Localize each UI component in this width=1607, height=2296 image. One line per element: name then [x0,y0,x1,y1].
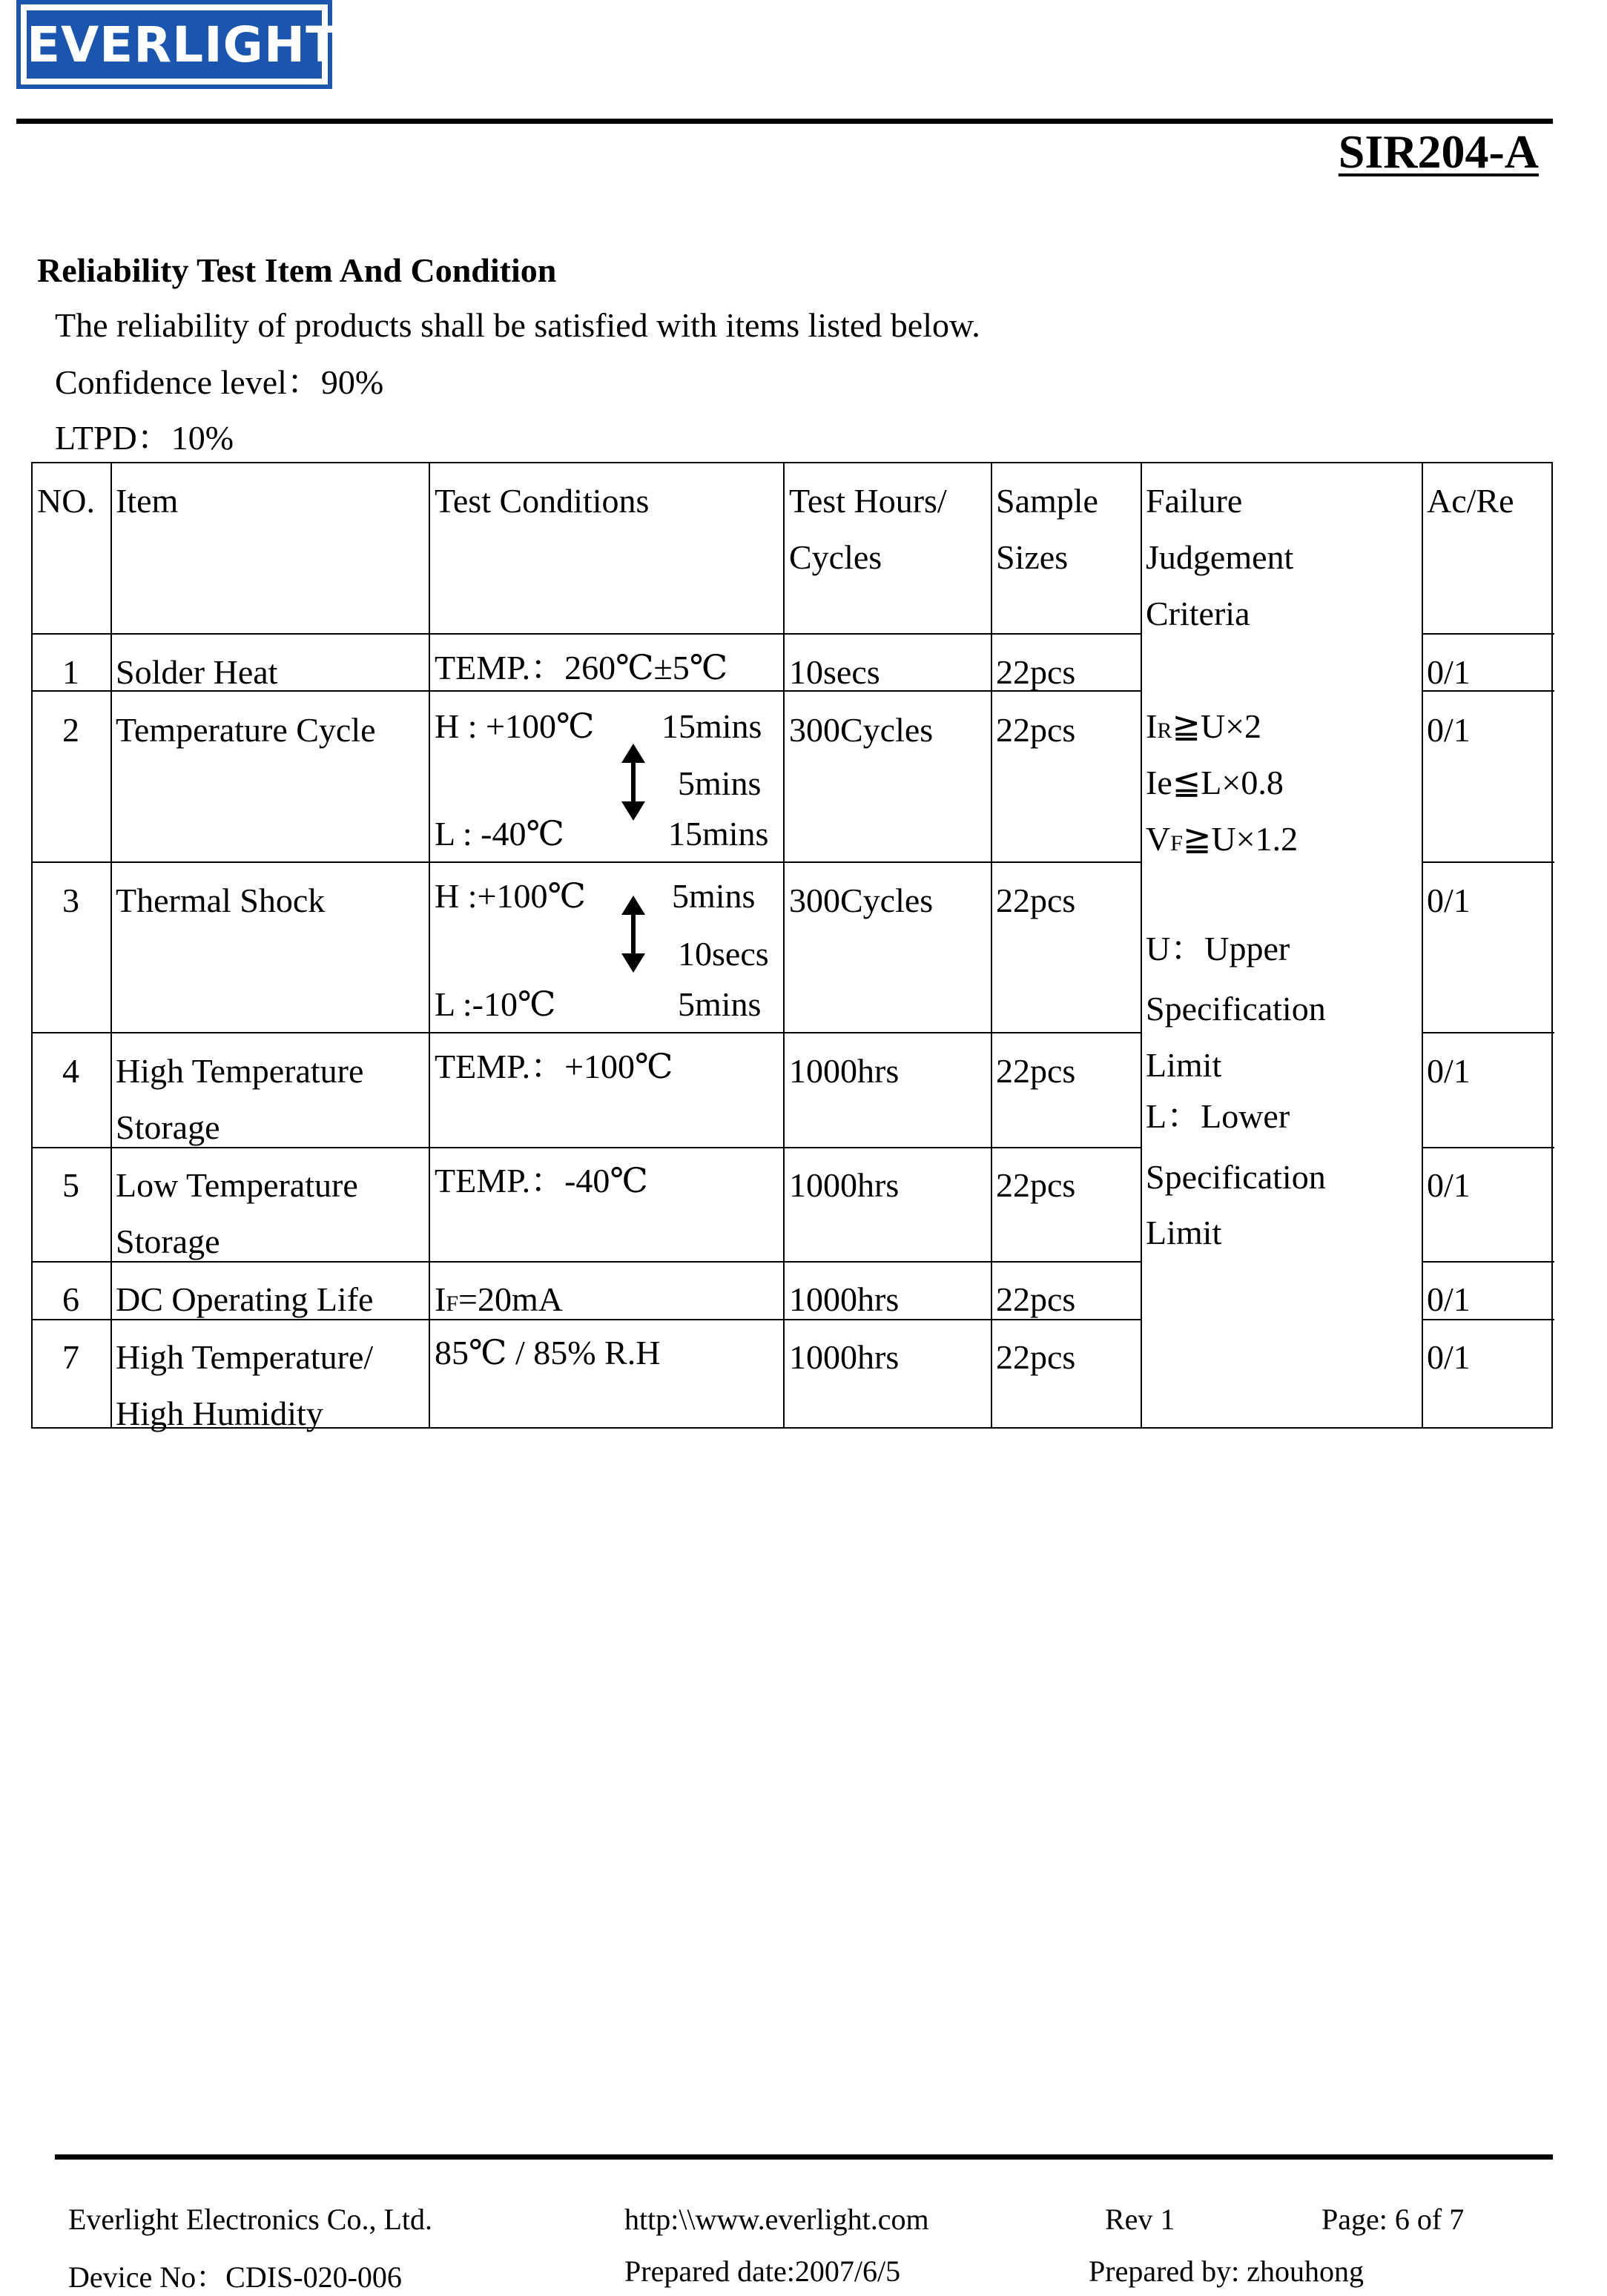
row-3-sample: 22pcs [996,881,1076,919]
footer-prepared-by: Prepared by: zhouhong [1089,2254,1365,2288]
row-2-acre: 0/1 [1427,711,1471,749]
header-hours-2: Cycles [789,538,882,576]
footer-rev: Rev 1 [1105,2203,1175,2236]
row-7-condition: 85℃ / 85% R.H [435,1334,661,1372]
header-failure-2: Judgement [1146,538,1294,576]
row-divider [1422,1261,1554,1263]
criteria-upper-3: Limit [1146,1046,1222,1084]
row-3-cond-low: L :-10℃ [435,985,556,1023]
row-6-sample: 22pcs [996,1280,1076,1318]
row-1-hours: 10secs [789,653,880,691]
header-sample: Sample [996,482,1098,520]
header-failure: Failure [1146,482,1243,520]
row-5-condition: TEMP.：-40℃ [435,1162,648,1200]
row-4-acre: 0/1 [1427,1052,1471,1090]
col-divider [783,463,785,1427]
criteria-vf [1146,811,1298,872]
col-divider [429,463,430,1427]
row-6-cond-subscript: F [446,1291,459,1316]
row-divider [1422,1147,1554,1148]
row-4-hours: 1000hrs [789,1052,900,1090]
row-1-no: 1 [62,653,79,691]
row-divider [33,861,1141,863]
criteria-upper: U：Upper [1146,930,1290,967]
row-6-condition [435,1271,563,1332]
criteria-lower: L：Lower [1146,1097,1290,1135]
criteria-ir-value: ≧U×2 [1172,707,1262,745]
row-5-item: Low Temperature [116,1166,358,1204]
criteria-ie: Ie≦L×0.8 [1146,764,1284,801]
row-6-cond-value: =20mA [458,1280,563,1318]
header-failure-3: Criteria [1146,595,1250,632]
row-2-cond-high-time: 15mins [661,707,762,745]
ltpd: LTPD：10% [55,419,234,457]
col-divider [110,463,112,1427]
row-5-acre: 0/1 [1427,1166,1471,1204]
row-7-hours: 1000hrs [789,1338,900,1376]
criteria-upper-2: Specification [1146,990,1326,1028]
row-2-cond-low-time: 15mins [668,815,769,853]
criteria-lower-3: Limit [1146,1214,1222,1251]
header-conditions: Test Conditions [435,482,650,520]
row-5-no: 5 [62,1166,79,1204]
section-title: Reliability Test Item And Condition [37,251,557,289]
intro-statement: The reliability of products shall be satisfied with items listed below. [55,306,980,344]
everlight-logo [16,0,340,89]
row-5-hours: 1000hrs [789,1166,900,1204]
row-4-no: 4 [62,1052,79,1090]
criteria-ir [1146,698,1261,759]
footer-prepared-date: Prepared date:2007/6/5 [624,2254,901,2288]
row-1-item: Solder Heat [116,653,278,691]
row-3-acre: 0/1 [1427,881,1471,919]
confidence-level: Confidence level：90% [55,363,384,401]
row-4-sample: 22pcs [996,1052,1076,1090]
criteria-vf-value: ≧U×1.2 [1182,820,1299,858]
header-acre: Ac/Re [1427,482,1514,520]
row-1-acre: 0/1 [1427,653,1471,691]
criteria-vf-symbol: V [1146,820,1171,858]
row-3-cond-mid-time: 10secs [678,935,769,973]
row-2-cond-low: L : -40℃ [435,815,564,853]
row-1-sample: 22pcs [996,653,1076,691]
row-4-item: High Temperature [116,1052,364,1090]
footer-divider [55,2154,1553,2160]
footer-company: Everlight Electronics Co., Ltd. [68,2203,432,2236]
row-2-cond-high: H : +100℃ [435,707,595,745]
criteria-ir-symbol: I [1146,707,1158,745]
row-2-sample: 22pcs [996,711,1076,749]
up-down-arrow-icon [618,896,648,973]
row-2-hours: 300Cycles [789,711,934,749]
header-item: Item [116,482,179,520]
row-divider [1422,1032,1554,1033]
row-6-item: DC Operating Life [116,1280,374,1318]
col-divider [1141,463,1142,1427]
row-3-hours: 300Cycles [789,881,934,919]
logo-text: EVERLIGHT [27,16,340,73]
row-2-cond-mid-time: 5mins [678,764,762,802]
row-divider [33,1032,1141,1033]
footer-url: http:\\www.everlight.com [624,2203,929,2236]
row-3-no: 3 [62,881,79,919]
row-7-item-2: High Humidity [116,1395,323,1432]
footer-page: Page: 6 of 7 [1321,2203,1465,2236]
row-divider [33,633,1141,635]
header-hours: Test Hours/ [789,482,947,520]
row-6-cond-symbol: I [435,1280,446,1318]
criteria-vf-subscript: F [1170,831,1183,856]
footer-device: Device No：CDIS-020-006 [68,2260,402,2294]
reliability-table [31,462,1553,1432]
criteria-ir-subscript: R [1157,718,1172,743]
row-4-item-2: Storage [116,1108,220,1146]
row-7-no: 7 [62,1338,79,1376]
row-6-no: 6 [62,1280,79,1318]
up-down-arrow-icon [618,744,648,821]
row-7-item: High Temperature/ [116,1338,374,1376]
row-5-sample: 22pcs [996,1166,1076,1204]
row-divider [1422,633,1554,635]
col-divider [991,463,992,1427]
header-no: NO. [37,482,95,520]
row-2-item: Temperature Cycle [116,711,376,749]
row-3-item: Thermal Shock [116,881,326,919]
col-divider [1422,463,1423,1427]
row-6-acre: 0/1 [1427,1280,1471,1318]
part-number: SIR204-A [1338,125,1539,178]
row-3-cond-high: H :+100℃ [435,877,586,915]
row-3-cond-high-time: 5mins [672,877,756,915]
row-2-no: 2 [62,711,79,749]
row-7-sample: 22pcs [996,1338,1076,1376]
row-1-condition: TEMP.：260℃±5℃ [435,649,728,687]
row-7-acre: 0/1 [1427,1338,1471,1376]
row-6-hours: 1000hrs [789,1280,900,1318]
row-divider [1422,861,1554,863]
row-4-condition: TEMP.：+100℃ [435,1048,673,1085]
row-3-cond-low-time: 5mins [678,985,762,1023]
row-5-item-2: Storage [116,1223,220,1260]
header-sample-2: Sizes [996,538,1069,576]
criteria-lower-2: Specification [1146,1158,1326,1196]
logo-background [27,10,340,79]
header-divider [16,119,1553,124]
